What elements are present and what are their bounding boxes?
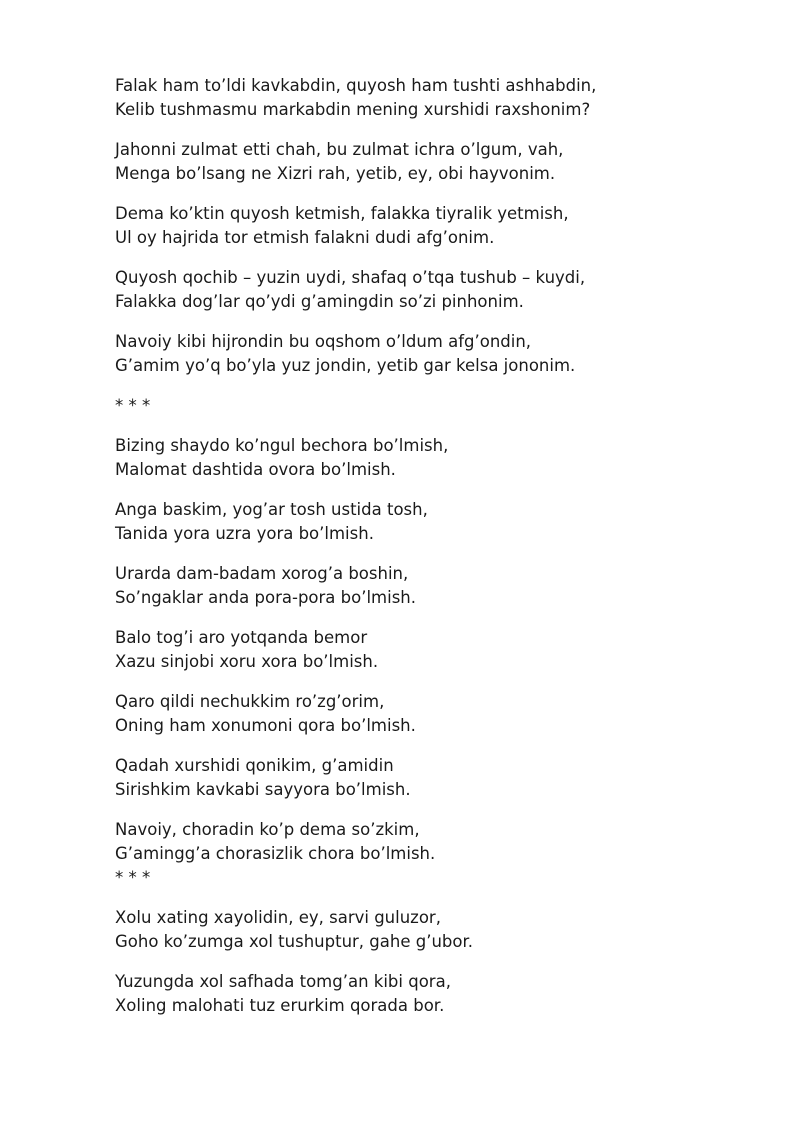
separator-asterisks: * * * [115,868,151,887]
stanza [115,970,735,1018]
verse-line: G’amingg’a chorasizlik chora bo’lmish. [115,844,436,863]
verse-line: Menga bo’lsang ne Xizri rah, yetib, ey, obi hayvonim. [115,164,556,183]
verse-line: Yuzungda xol safhada tomg’an kibi qora, [115,972,451,991]
verse-line: Anga baskim, yog’ar tosh ustida tosh, [115,500,428,519]
poem-part-2 [115,434,735,866]
verse-line: Oning ham xonumoni qora bo’lmish. [115,716,416,735]
verse-line: Sirishkim kavkabi sayyora bo’lmish. [115,780,411,799]
stanza [115,818,735,866]
verse-line: Kelib tushmasmu markabdin mening xurshidi raxshonim? [115,100,591,119]
verse-line: Qadah xurshidi qonikim, g’amidin [115,756,394,775]
stanza [115,434,735,482]
poem-part-3 [115,906,735,1018]
section-separator [115,866,735,890]
verse-line: G’amim yo’q bo’yla yuz jondin, yetib gar kelsa jononim. [115,356,576,375]
verse-line: Navoiy, choradin ko’p dema so’zkim, [115,820,420,839]
verse-line: Ul oy hajrida tor etmish falakni dudi afg’onim. [115,228,495,247]
verse-line: Xazu sinjobi xoru xora bo’lmish. [115,652,379,671]
stanza [115,74,735,122]
stanza [115,202,735,250]
stanza [115,138,735,186]
verse-line: Quyosh qochib – yuzin uydi, shafaq o’tqa tushub – kuydi, [115,268,586,287]
stanza [115,330,735,378]
verse-line: Urarda dam-badam xorog’a boshin, [115,564,409,583]
stanza [115,266,735,314]
verse-line: Bizing shaydo ko’ngul bechora bo’lmish, [115,436,449,455]
verse-line: Dema ko’ktin quyosh ketmish, falakka tiyralik yetmish, [115,204,569,223]
verse-line: Balo tog’i aro yotqanda bemor [115,628,368,647]
verse-line: Xolu xating xayolidin, ey, sarvi guluzor, [115,908,441,927]
verse-line: Tanida yora uzra yora bo’lmish. [115,524,374,543]
verse-line: Malomat dashtida ovora bo’lmish. [115,460,396,479]
section-separator [115,394,735,418]
verse-line: Qaro qildi nechukkim ro’zg’orim, [115,692,385,711]
stanza [115,498,735,546]
poem-part-1 [115,74,735,378]
verse-line: Jahonni zulmat etti chah, bu zulmat ichra o’lgum, vah, [115,140,564,159]
stanza [115,690,735,738]
verse-line: Falakka dog’lar qo’ydi g’amingdin so’zi pinhonim. [115,292,524,311]
verse-line: Goho ko’zumga xol tushuptur, gahe g’ubor. [115,932,473,951]
verse-line: Xoling malohati tuz erurkim qorada bor. [115,996,445,1015]
verse-line: Falak ham to’ldi kavkabdin, quyosh ham tushti ashhabdin, [115,76,597,95]
verse-line: So’ngaklar anda pora-pora bo’lmish. [115,588,417,607]
stanza [115,754,735,802]
poem-page [115,74,735,1034]
verse-line: Navoiy kibi hijrondin bu oqshom o’ldum afg’ondin, [115,332,532,351]
stanza [115,906,735,954]
stanza [115,562,735,610]
stanza [115,626,735,674]
separator-asterisks: * * * [115,396,151,415]
